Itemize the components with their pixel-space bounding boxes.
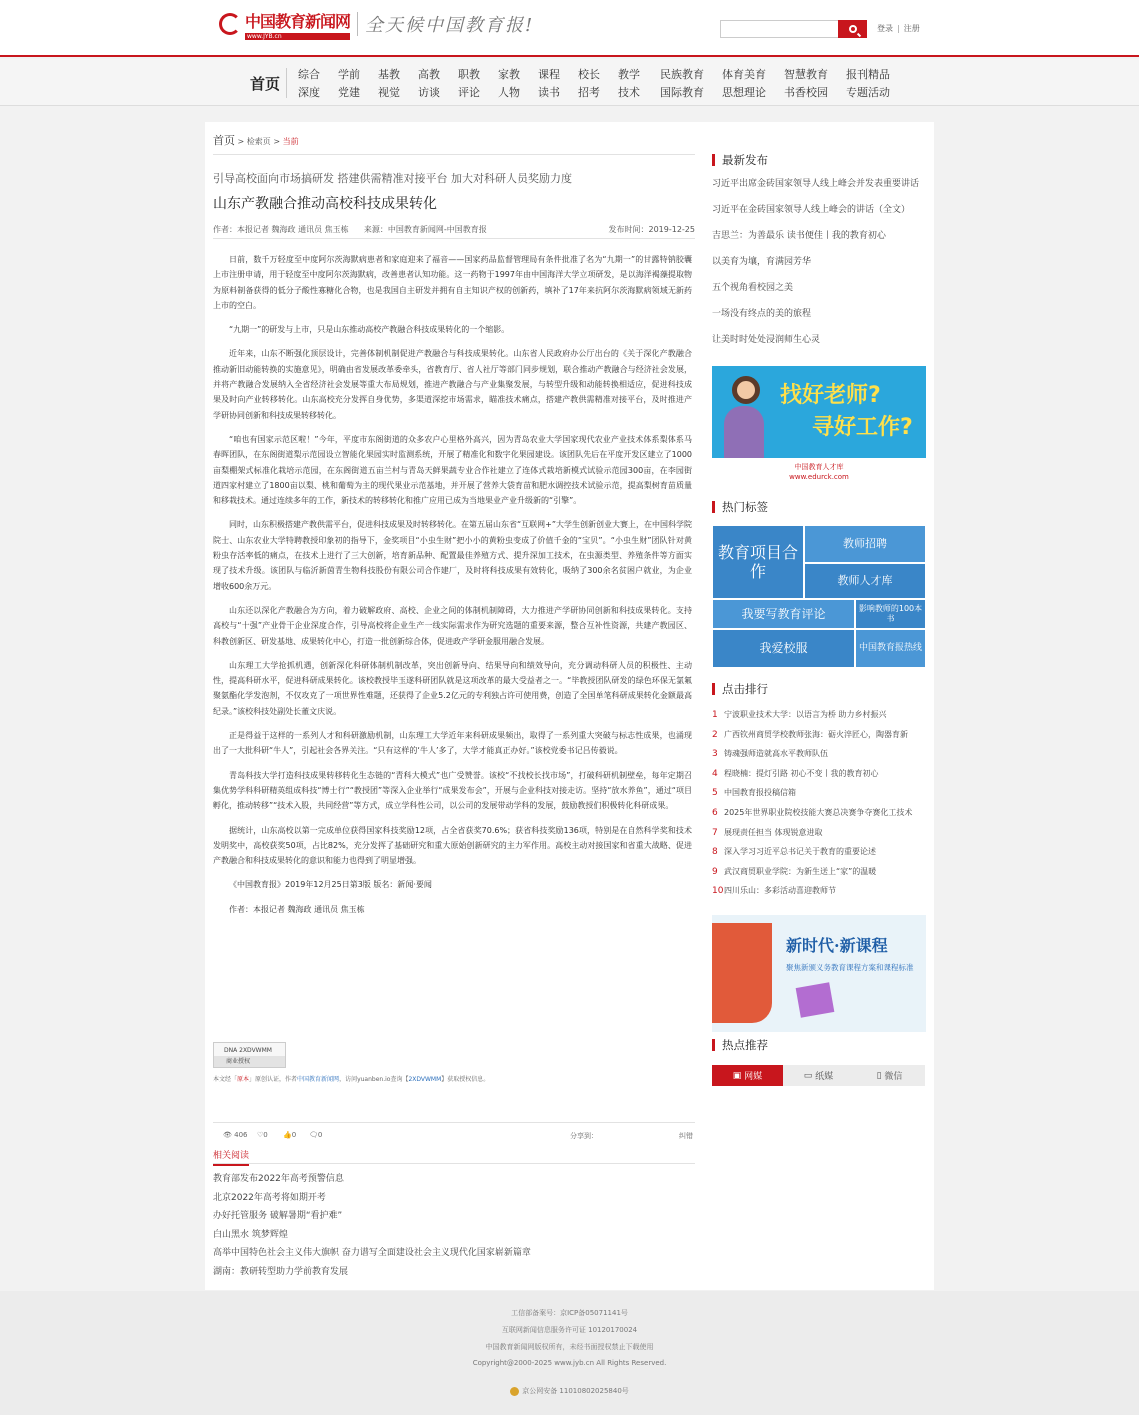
rank-title-text: 2025年世界职业院校技能大赛总决赛争夺赛化工技术 — [724, 807, 913, 817]
article-paragraph: “咱也有国家示范区啦！”今年，平度市东阁街道的众多农户心里格外高兴，因为青岛农业大学国家现代农业产业技术体系梨体系马春晖团队，在东阁街道梨示范园设立智能化果园实时监测系统，开展了精准化和数字化果园建设。该团队先后在平度开发区建立了1000亩梨棚架式标准化栽培示范园，在东阁街道五亩兰村与青岛天鲜果蔬专业合作社建立了连体式栽培新模式试验示范园300亩，在李园街道四家村建立了1800亩以梨、桃和葡萄为主的现代果业示范基地，并开展了营养大袋育苗和肥水调控技术试验示范，提高梨树育苗质量和移栽技术。通过连续多年的工作，新技术的转移转化和推广应用已成为当地果业产业升级新的“引擎”。 — [213, 434, 692, 506]
rank-item[interactable] — [712, 729, 926, 749]
article-paragraph: 作者：本报记者 魏海政 通讯员 焦玉栋 — [229, 904, 365, 914]
related-link[interactable]: 高举中国特色社会主义伟大旗帜 奋力谱写全面建设社会主义现代化国家崭新篇章 — [213, 1248, 531, 1258]
article-paragraph: 同时，山东积极搭建产教供需平台，促进科技成果及时转移转化。在第五届山东省“互联网+”大学生创新创业大赛上，在中国科学院院士、山东农业大学特聘教授印象初的指导下，金奖项目“小虫生财”把小小的黄粉虫变成了价值千金的“宝贝”。“小虫生财”团队针对黄粉虫存活率低的痛点，在技术上进行了三大创新，培育新品种、配置最佳养殖方式、提升深加工技术，在虫源类型、养殖条件等方面实现了技术升级。该团队与临沂新茵青生物科技股份有限公司合作建厂，及时将科技成果有效转化，吸纳了300余名贫困户就业，为企业增收600余万元。 — [213, 520, 692, 591]
tag-talent-pool[interactable]: 教师人才库 — [805, 564, 925, 598]
action-bar — [213, 1122, 695, 1145]
views-count: 👁 406 — [223, 1131, 248, 1139]
monitor-icon: ▭ — [803, 1070, 816, 1081]
dna-license: 商业授权 — [214, 1056, 285, 1067]
nav-item[interactable]: 体育美育 — [722, 68, 766, 81]
article-paragraph: 日前，数千万轻度至中度阿尔茨海默病患者和家庭迎来了福音——国家药品监督管理局有条件批准了名为“九期一”的甘露特钠胶囊上市注册申请，用于轻度至中度阿尔茨海默病，改善患者认知功能。这一药物于1997年由中国海洋大学立项研发，是以海洋褐藻提取物为原料制备获得的低分子酸性寡糖化合物，也是我国自主研发并拥有自主知识产权的创新药，填补了17年来抗阿尔茨海默病领域无新药上市的空白。 — [213, 255, 692, 310]
breadcrumb-separator: > — [273, 137, 281, 146]
breadcrumb-current: 当前 — [282, 137, 299, 146]
logo-divider — [357, 12, 358, 36]
article-paragraph: 《中国教育报》2019年12月25日第3版 版名：新闻·要闻 — [229, 880, 432, 890]
nav-item[interactable]: 家教 — [498, 68, 520, 81]
nav-item[interactable]: 职教 — [458, 68, 480, 81]
web-icon: ▣ — [732, 1070, 745, 1081]
rank-item[interactable] — [712, 827, 926, 847]
book-stack-icon — [796, 982, 835, 1017]
latest-link[interactable]: 习近平在金砖国家领导人线上峰会的讲话（全文） — [712, 205, 911, 215]
rank-number: 2 — [712, 729, 718, 740]
logo-slogan: 全天候中国教育报! — [365, 15, 535, 36]
rank-number: 4 — [712, 768, 718, 779]
nav-item[interactable]: 深度 — [298, 86, 320, 99]
breadcrumb-section[interactable]: 检索页 — [246, 137, 271, 146]
rank-title: 点击排行 — [712, 683, 768, 695]
ad-line1: 找好老师? — [780, 383, 881, 408]
nav-column — [618, 66, 640, 102]
rank-number: 3 — [712, 749, 718, 760]
rank-title-text: 展现责任担当 体现锐意进取 — [724, 827, 823, 837]
dna-link[interactable]: 2XDVWMM — [408, 1076, 442, 1083]
tag-hotline[interactable]: 中国教育报热线 — [856, 630, 925, 667]
rank-title-text: 广西钦州商贸学校教师张海：砺火淬匠心，陶器育新 — [724, 729, 908, 739]
nav-item[interactable]: 招考 — [578, 86, 600, 99]
nav-item[interactable]: 教学 — [618, 68, 640, 81]
tag-cooperation[interactable]: 教育项目合作 — [713, 526, 803, 598]
register-link[interactable]: 注册 — [903, 24, 920, 33]
nav-item[interactable]: 读书 — [538, 86, 560, 99]
ad-line2: 寻好工作? — [812, 415, 913, 440]
yuanben-link[interactable]: 原本 — [237, 1076, 250, 1083]
footer-license: 互联网新闻信息服务许可证 10120170024 — [501, 1326, 638, 1334]
related-link[interactable]: 北京2022年高考将如期开考 — [213, 1192, 326, 1203]
ad-brand-name: 中国教育人才库 — [794, 463, 844, 471]
comment-button[interactable]: 🗨0 — [309, 1131, 323, 1139]
article-meta — [213, 224, 695, 235]
tags-title: 热门标签 — [712, 501, 768, 513]
rank-number: 7 — [712, 827, 718, 838]
article-title: 山东产教融合推动高校科技成果转化 — [213, 196, 437, 212]
breadcrumb — [213, 132, 299, 148]
divider — [213, 238, 695, 239]
book-illustration — [712, 923, 772, 1023]
rank-title-text: 铸魂强师造就高水平教师队伍 — [724, 749, 828, 759]
latest-link[interactable]: 习近平出席金砖国家领导人线上峰会并发表重要讲话 — [712, 179, 920, 189]
article-author: 作者：本报记者 魏海政 通讯员 焦玉栋 — [213, 225, 349, 234]
nav-item[interactable]: 技术 — [618, 86, 640, 99]
footer-copyright: Copyright@2000-2025 www.jyb.cn All Rights Reserved. — [472, 1359, 667, 1367]
nav-item[interactable]: 报刊精品 — [846, 68, 890, 81]
logo-url: www.JYB.cn — [245, 33, 350, 40]
rank-title-text: 四川乐山：多彩活动喜迎教师节 — [724, 886, 836, 896]
nav-column — [378, 66, 400, 102]
ad2-title: 新时代·新课程 — [786, 936, 888, 955]
nav-item[interactable]: 思想理论 — [722, 86, 766, 99]
footer — [0, 1291, 1139, 1415]
breadcrumb-home[interactable]: 首页 — [213, 134, 235, 147]
rank-number: 6 — [712, 807, 718, 818]
rank-list — [712, 709, 926, 905]
nav-column — [498, 66, 520, 102]
nav-item[interactable]: 校长 — [578, 68, 600, 81]
article-date: 发布时间：2019-12-25 — [608, 225, 695, 234]
article-paragraph: “九期一”的研发与上市，只是山东推动高校产教融合科技成果转化的一个缩影。 — [229, 325, 510, 335]
top-header — [0, 0, 1139, 57]
nav-column — [458, 66, 480, 102]
logo-mark-icon — [219, 13, 241, 35]
copyright-text: ，访问yuanben.io查询【 — [339, 1076, 409, 1083]
report-error-link[interactable]: 纠错 — [679, 1132, 693, 1140]
dna-badge[interactable] — [213, 1042, 286, 1068]
rank-item[interactable] — [712, 748, 926, 768]
article-paragraph: 据统计，山东高校以第一完成单位获得国家科技奖励12项，占全省获奖70.6%；获省科技奖励136项，特别是在自然科学奖和技术发明奖中，高校获奖50项，占比82%，充分发挥了基础研究和重大原始创新研究的主力军作用。高校主动对接国家和省重大战略、促进产教融合和科技成果转化的意识和能力也得到了明显增强。 — [213, 825, 692, 866]
teacher-head-icon — [732, 376, 760, 404]
nav-item[interactable]: 视觉 — [378, 86, 400, 99]
related-title: 相关阅读 — [213, 1148, 249, 1166]
copyright-text: 】获取授权信息。 — [441, 1076, 490, 1083]
article-paragraph: 正是得益于这样的一系列人才和科研激励机制，山东理工大学近年来科研成果频出，取得了一系列重大突破与标志性成果，也涌现出了一大批科研“牛人”，引起社会各界关注。“只有这样的‘牛人’多了，大学才能真正办好。”该校党委书记吕传毅说。 — [213, 731, 692, 756]
nav-column — [298, 66, 320, 102]
article-paragraph: 近年来，山东不断强化顶层设计，完善体制机制促进产教融合与科技成果转化。山东省人民政府办公厅出台的《关于深化产教融合推动新旧动能转换的实施意见》，明确由省发展改革委牵头，省教育厅、省人社厅等部门同步规划，联合推动产教融合与经济社会发展，并将产教融合发展纳入全省经济社会发展等重大布局规划，推进产教融合与产业集聚发展，与转型升级和动能转换相适应，促进科技成果及时向产业转移转化。山东高校充分发挥自身优势，多渠道深挖市场需求，瞄准技术痛点，搭建产教供需精准对接平台，及时推进产学研协同创新和科技成果转移转化。 — [213, 349, 692, 420]
rank-title-text: 宁波职业技术大学：以语言为桥 助力乡村振兴 — [724, 710, 887, 719]
curriculum-ad-banner[interactable] — [712, 915, 926, 1032]
site-logo[interactable] — [219, 10, 534, 38]
copyright-text: 本文经「 — [213, 1076, 238, 1083]
related-header — [213, 1147, 695, 1164]
talent-ad-banner[interactable] — [712, 366, 926, 486]
related-link[interactable]: 白山黑水 筑梦辉煌 — [213, 1229, 288, 1240]
divider — [213, 154, 695, 155]
latest-link[interactable]: 以美育为壤，育满园芳华 — [712, 257, 812, 267]
nav-column — [578, 66, 600, 102]
rank-number: 10 — [712, 886, 724, 897]
search-icon — [849, 25, 857, 33]
nav-item[interactable]: 专题活动 — [846, 86, 890, 99]
rank-item[interactable] — [712, 866, 926, 886]
tab-label: 纸媒 — [815, 1072, 834, 1082]
dna-id: DNA 2XDVWMM — [224, 1047, 272, 1054]
article-paragraph: 青岛科技大学打造科技成果转移转化生态链的“青科大模式”也广受赞誉。该校“不找校长找市场”，打破科研机制壁垒，每年定期召集优势学科科研精英组成科技“博士行”“教授团”等深入企业举行“成果发布会”，开展与企业科技对接走访。坚持“放水养鱼”，通过“项目孵化，推动转移”“技术入股，共同经营”等方式，成立学科性公司，以公司的发展带动学科的发展，鼓励教授们积极转化科研成果。 — [213, 770, 692, 811]
like-button[interactable]: ♡0 — [257, 1131, 268, 1139]
logo-name: 中国教育新闻网 — [245, 11, 351, 31]
breadcrumb-separator: > — [237, 137, 245, 146]
rank-number: 8 — [712, 847, 718, 858]
footer-icp[interactable]: 工信部备案号：京ICP备05071141号 — [511, 1309, 628, 1317]
nav-item[interactable]: 课程 — [538, 68, 560, 81]
auth-links: 登录 | 注册 — [877, 24, 920, 33]
hot-title: 热点推荐 — [712, 1039, 768, 1051]
latest-link[interactable]: 一场没有终点的美的旅程 — [712, 309, 812, 319]
related-link[interactable]: 办好托管服务 破解暑期“看护难” — [213, 1211, 343, 1221]
article-source: 来源：中国教育新闻网-中国教育报 — [363, 225, 487, 234]
tab-label: 网媒 — [744, 1072, 763, 1082]
nav-column — [418, 66, 440, 102]
article-paragraph: 山东还以深化产教融合为方向，着力破解政府、高校、企业之间的体制机制障碍，大力推进产学研协同创新和科技成果转化。支持高校与“十强”产业骨干企业深度合作，引导高校将企业生产一线实际需求作为研究选题的重要来源，整合互补性资源，共建产教园区、科教创新区、研发基地、成果转化中心，打造一批创新综合体，促进政产学研金服用融合发展。 — [213, 605, 692, 646]
login-link[interactable]: 登录 — [877, 24, 893, 33]
copyright-text: 」原创认证，作者 — [249, 1076, 298, 1083]
ups-value: 0 — [291, 1131, 297, 1139]
main-nav — [0, 59, 1139, 106]
related-link[interactable]: 湖南：教研转型助力学前教育发展 — [213, 1266, 349, 1277]
tag-recruitment[interactable]: 教师招聘 — [805, 526, 925, 562]
article-subtitle: 引导高校面向市场搞研发 搭建供需精准对接平台 加大对科研人员奖励力度 — [213, 172, 572, 185]
thumb-up-button[interactable]: 👍0 — [283, 1131, 297, 1139]
footer-police: 京公网安备 11010802025840号 — [522, 1387, 629, 1395]
article-body — [213, 252, 692, 926]
related-list — [213, 1170, 531, 1281]
ad-brand — [712, 458, 926, 486]
nav-column — [846, 66, 890, 102]
search-button[interactable] — [838, 20, 867, 38]
rank-number: 9 — [712, 866, 718, 877]
nav-column — [538, 66, 560, 102]
nav-item[interactable]: 书香校园 — [784, 86, 828, 99]
ad-brand-url: www.edurck.com — [789, 473, 849, 481]
latest-link[interactable]: 让美时时处处浸润师生心灵 — [712, 335, 821, 345]
nav-column — [722, 66, 766, 102]
footer-police-row[interactable] — [0, 1386, 1139, 1396]
rank-item[interactable] — [712, 885, 926, 905]
tag-100-books[interactable]: 影响教师的100本书 — [856, 600, 925, 628]
tab-label: 微信 — [884, 1072, 903, 1082]
tag-write-review[interactable]: 我要写教育评论 — [713, 600, 854, 628]
phone-icon: ▯ — [876, 1070, 885, 1081]
nav-item[interactable]: 学前 — [338, 68, 360, 81]
latest-link[interactable]: 吉思兰：为善最乐 读书便佳丨我的教育初心 — [712, 231, 886, 241]
teacher-illustration — [724, 406, 764, 466]
rank-number: 1 — [712, 710, 718, 720]
rank-number: 5 — [712, 788, 718, 799]
nav-item[interactable]: 国际教育 — [660, 86, 704, 99]
nav-item[interactable]: 民族教育 — [660, 68, 704, 81]
rank-item[interactable] — [712, 768, 926, 788]
ad2-subtitle: 聚焦新颁义务教育课程方案和课程标准 — [786, 963, 914, 972]
tab-web-media[interactable] — [712, 1065, 783, 1086]
nav-home[interactable]: 首页 — [250, 75, 281, 93]
tab-print-media[interactable] — [783, 1065, 854, 1086]
nav-item[interactable]: 基教 — [378, 68, 400, 81]
latest-title: 最新发布 — [712, 154, 768, 166]
nav-item[interactable]: 高教 — [418, 68, 440, 81]
share-label: 分享到： — [570, 1132, 598, 1140]
tab-wechat[interactable] — [854, 1065, 925, 1086]
comments-value: 0 — [317, 1131, 323, 1139]
nav-item[interactable]: 访谈 — [418, 86, 440, 99]
related-link[interactable]: 教育部发布2022年高考预警信息 — [213, 1174, 344, 1184]
copyright-note — [213, 1074, 489, 1083]
article-paragraph: 山东理工大学抢抓机遇，创新深化科研体制机制改革，突出创新导向、结果导向和绩效导向，充分调动科研人员的积极性、主动性，提高科研水平，促进科研成果转化。该校教授毕玉遂科研团队就是这项改革的最大受益者之一。“毕教授团队研发的绿色环保无氯氟聚氨酯化学发泡剂，不仅攻克了一项世界性难题，还获得了企业5.2亿元的专利独占许可使用费，创造了全国单笔科研成果转化金额最高纪录。”该校科技处副处长董文庆说。 — [213, 660, 692, 716]
rank-item[interactable] — [712, 787, 926, 807]
rank-item[interactable] — [712, 846, 926, 866]
nav-item[interactable]: 综合 — [298, 68, 320, 81]
latest-link[interactable]: 五个视角看校园之美 — [712, 283, 794, 293]
hot-tabs — [712, 1065, 925, 1086]
nav-item[interactable]: 人物 — [498, 86, 520, 99]
rank-title-text: 武汉商贸职业学院：为新生送上“家”的温暖 — [724, 866, 877, 876]
nav-item[interactable]: 智慧教育 — [784, 68, 828, 81]
latest-list — [712, 176, 926, 358]
nav-column — [338, 66, 360, 102]
rank-title-text: 程晓楠：提灯引路 初心不变丨我的教育初心 — [724, 768, 879, 778]
tag-uniform[interactable]: 我爱校服 — [713, 630, 854, 667]
rank-title-text: 中国教育报投稿信箱 — [724, 788, 796, 798]
author-link[interactable]: 中国教育新闻网 — [297, 1076, 340, 1083]
nav-column — [660, 66, 704, 102]
nav-divider — [286, 68, 287, 98]
rank-item[interactable] — [712, 709, 926, 729]
nav-item[interactable]: 评论 — [458, 86, 480, 99]
nav-column — [784, 66, 828, 102]
rank-title-text: 深入学习习近平总书记关于教育的重要论述 — [724, 847, 876, 857]
views-value: 406 — [234, 1131, 248, 1139]
likes-value: 0 — [263, 1131, 268, 1139]
nav-item[interactable]: 党建 — [338, 86, 360, 99]
police-badge-icon — [510, 1387, 519, 1396]
rank-item[interactable] — [712, 807, 926, 827]
footer-rights: 中国教育新闻网版权所有，未经书面授权禁止下载使用 — [485, 1343, 654, 1351]
